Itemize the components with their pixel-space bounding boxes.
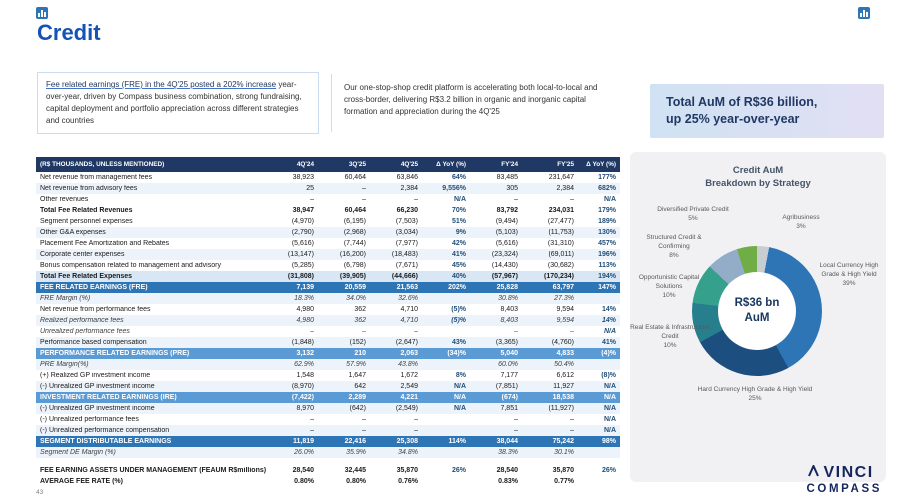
row-value: 196% <box>598 251 616 258</box>
row-label: (-) Unrealized performance fees <box>40 416 139 423</box>
row-label: (-) Unrealized performance compensation <box>40 427 170 434</box>
row-value: (170,234) <box>544 273 574 280</box>
row-value: 6,612 <box>556 372 574 379</box>
table-row <box>36 238 620 249</box>
row-value: 1,647 <box>348 372 366 379</box>
donut-center-unit: AuM <box>744 312 770 324</box>
row-value: (5,103) <box>495 229 518 236</box>
row-value: (4,760) <box>551 339 574 346</box>
row-value: N/A <box>453 394 466 401</box>
row-value: (642) <box>349 405 366 412</box>
chart-title-line2: Breakdown by Strategy <box>705 178 811 190</box>
row-value: 194% <box>598 273 616 280</box>
table-spacer <box>36 458 620 465</box>
row-value: (27,477) <box>547 218 574 225</box>
row-value: – <box>362 427 366 434</box>
row-value: (7,671) <box>395 262 418 269</box>
row-label: (-) Unrealized GP investment income <box>40 405 155 412</box>
row-value: (6,798) <box>343 262 366 269</box>
row-value: 57.9% <box>346 361 366 368</box>
segment-label-structured: Structured Credit & Confirming 8% <box>646 234 702 259</box>
row-value: 114% <box>448 438 466 445</box>
segment-label-real-estate: Real Estate & Infrastructure Credit 10% <box>630 324 710 349</box>
row-label: SEGMENT DISTRIBUTABLE EARNINGS <box>40 438 172 445</box>
row-value: (3,034) <box>395 229 418 236</box>
row-value: 177% <box>598 174 616 181</box>
row-value: (8,970) <box>291 383 314 390</box>
table-header-row <box>36 157 620 172</box>
table-row <box>36 403 620 414</box>
row-value: – <box>570 196 574 203</box>
row-value: 26.0% <box>294 449 314 456</box>
row-value: (30,682) <box>547 262 574 269</box>
row-value: 42% <box>451 240 466 247</box>
row-value: 14% <box>601 317 616 324</box>
table-header-cell: (R$ THOUSANDS, UNLESS MENTIONED) <box>40 161 165 168</box>
row-value: 43.8% <box>398 361 418 368</box>
row-value: – <box>310 328 314 335</box>
row-value: 26% <box>601 467 616 474</box>
row-value: 45% <box>451 262 466 269</box>
row-value: N/A <box>603 328 616 335</box>
table-row <box>36 447 620 458</box>
row-value: 1,672 <box>400 372 418 379</box>
row-label: FRE Margin (%) <box>40 295 91 302</box>
row-label: Bonus compensation related to management and advisory <box>40 262 221 269</box>
table-row <box>36 271 620 282</box>
row-value: 7,139 <box>296 284 314 291</box>
row-value: 9,594 <box>556 317 574 324</box>
table-row <box>36 359 620 370</box>
row-value: 3,132 <box>296 350 314 357</box>
table-row <box>36 414 620 425</box>
row-label: Other G&A expenses <box>40 229 106 236</box>
row-value: 38.3% <box>498 449 518 456</box>
row-value: 32,445 <box>344 467 366 474</box>
row-label: PRE Margin(%) <box>40 361 89 368</box>
row-value: 11,927 <box>553 383 574 390</box>
row-value: – <box>570 427 574 434</box>
row-value: 5,040 <box>500 350 518 357</box>
row-value: 9,556% <box>442 185 466 192</box>
row-value: (5,285) <box>291 262 314 269</box>
row-value: – <box>514 328 518 335</box>
row-value: N/A <box>453 383 466 390</box>
row-label: Unrealized performance fees <box>40 328 130 335</box>
row-value: 66,230 <box>396 207 418 214</box>
aum-callout <box>650 84 884 138</box>
row-label: Placement Fee Amortization and Rebates <box>40 240 170 247</box>
row-value: 9,594 <box>556 306 574 313</box>
row-value: 62.9% <box>294 361 314 368</box>
row-value: – <box>362 196 366 203</box>
table-row <box>36 315 620 326</box>
donut-center-value: R$36 bn <box>734 297 780 310</box>
row-value: – <box>414 328 418 335</box>
row-value: 113% <box>598 262 616 269</box>
row-value: (152) <box>349 339 366 346</box>
chart-title <box>630 152 886 191</box>
row-value: – <box>514 427 518 434</box>
row-value: 8,403 <box>500 306 518 313</box>
segment-label-diversified: Diversified Private Credit 5% <box>657 206 729 222</box>
table-row <box>36 337 620 348</box>
row-value: – <box>570 328 574 335</box>
row-label: AVERAGE FEE RATE (%) <box>40 478 123 485</box>
row-value: – <box>514 196 518 203</box>
row-value: 83,792 <box>496 207 518 214</box>
table-header-cell: 4Q'24 <box>296 161 314 168</box>
row-value: (34)% <box>447 350 466 357</box>
table-row <box>36 282 620 293</box>
chart-icon <box>858 7 870 19</box>
row-value: 41% <box>601 339 616 346</box>
financials-table <box>36 157 620 487</box>
row-value: 4,221 <box>400 394 418 401</box>
row-value: – <box>414 196 418 203</box>
row-value: 27.3% <box>554 295 574 302</box>
row-label: Total Fee Related Expenses <box>40 273 133 280</box>
logo-compass-text: COMPASS <box>806 483 882 495</box>
row-value: 70% <box>451 207 466 214</box>
row-value: N/A <box>453 196 466 203</box>
row-value: – <box>414 416 418 423</box>
table-row <box>36 381 620 392</box>
table-header-cell: FY'24 <box>501 161 518 168</box>
row-value: 642 <box>354 383 366 390</box>
row-value: N/A <box>603 196 616 203</box>
row-label: Segment personnel expenses <box>40 218 133 225</box>
row-value: (2,647) <box>395 339 418 346</box>
row-value: N/A <box>603 394 616 401</box>
row-value: N/A <box>603 416 616 423</box>
table-row <box>36 194 620 205</box>
row-value: 98% <box>601 438 616 445</box>
table-row <box>36 304 620 315</box>
row-value: (18,483) <box>391 251 418 258</box>
row-label: Corporate center expenses <box>40 251 125 258</box>
row-value: (7,422) <box>291 394 314 401</box>
table-row <box>36 227 620 238</box>
row-value: 4,980 <box>296 317 314 324</box>
segment-label-hard-currency: Hard Currency High Grade & High Yield 25% <box>697 386 813 402</box>
row-value: 20,559 <box>344 284 366 291</box>
row-value: – <box>362 185 366 192</box>
table-header-cell: Δ YoY (%) <box>586 161 616 168</box>
row-value: (6,195) <box>343 218 366 225</box>
row-value: 0.76% <box>398 478 418 485</box>
row-value: 26% <box>451 467 466 474</box>
row-value: 8,970 <box>296 405 314 412</box>
row-value: (2,790) <box>291 229 314 236</box>
row-value: 234,031 <box>548 207 574 214</box>
row-value: 43% <box>451 339 466 346</box>
chart-panel <box>630 152 886 482</box>
row-value: 189% <box>598 218 616 225</box>
row-label: FEE EARNING ASSETS UNDER MANAGEMENT (FEAUM R$millions) <box>40 467 266 474</box>
row-value: 40% <box>451 273 466 280</box>
row-value: 179% <box>598 207 616 214</box>
row-value: 41% <box>451 251 466 258</box>
row-value: 60.0% <box>498 361 518 368</box>
row-value: (7,744) <box>343 240 366 247</box>
row-value: 38,947 <box>292 207 314 214</box>
row-value: 28,540 <box>292 467 314 474</box>
table-row <box>36 370 620 381</box>
row-value: 210 <box>354 350 366 357</box>
row-value: 682% <box>598 185 616 192</box>
row-value: 18.3% <box>294 295 314 302</box>
segment-label-local-currency: Local Currency High Grade & High Yield 39% <box>819 262 879 287</box>
table-row <box>36 425 620 436</box>
row-value: 35,870 <box>552 467 574 474</box>
row-value: 34.0% <box>346 295 366 302</box>
table-header-cell: Δ YoY (%) <box>436 161 466 168</box>
vinci-compass-logo <box>807 464 883 495</box>
row-value: 147% <box>598 284 616 291</box>
row-value: 50.4% <box>554 361 574 368</box>
row-value: 2,549 <box>400 383 418 390</box>
row-value: 14% <box>601 306 616 313</box>
segment-label-agribusiness: Agribusiness 3% <box>782 214 820 230</box>
row-value: (7,503) <box>395 218 418 225</box>
row-label: Segment DE Margin (%) <box>40 449 116 456</box>
row-value: (11,927) <box>548 405 574 412</box>
row-value: 22,416 <box>344 438 366 445</box>
logo-vinci-text: VINCI <box>823 464 874 481</box>
row-value: – <box>362 328 366 335</box>
table-row <box>36 216 620 227</box>
table-row <box>36 392 620 403</box>
row-value: (69,011) <box>548 251 574 258</box>
row-value: (5,616) <box>495 240 518 247</box>
row-label: Total Fee Related Revenues <box>40 207 133 214</box>
page-number: 43 <box>36 489 44 496</box>
row-value: 7,851 <box>500 405 518 412</box>
row-label: Other revenues <box>40 196 89 203</box>
segment-label-opportunistic: Opportunistic Capital Solutions 10% <box>638 274 700 299</box>
row-value: 1,548 <box>296 372 314 379</box>
row-value: (13,147) <box>287 251 314 258</box>
row-value: 202% <box>448 284 466 291</box>
row-value: 75,242 <box>552 438 574 445</box>
donut-center-label <box>718 272 796 350</box>
row-value: – <box>310 196 314 203</box>
row-value: 25,828 <box>496 284 518 291</box>
row-value: 8,403 <box>500 317 518 324</box>
row-value: (44,666) <box>391 273 418 280</box>
row-value: (4)% <box>601 350 616 357</box>
row-label: Net revenue from performance fees <box>40 306 151 313</box>
row-value: (674) <box>501 394 518 401</box>
row-value: (2,968) <box>343 229 366 236</box>
row-value: (8)% <box>601 372 616 379</box>
row-value: (31,310) <box>547 240 574 247</box>
row-value: N/A <box>603 405 616 412</box>
row-label: INVESTMENT RELATED EARNINGS (IRE) <box>40 394 177 401</box>
row-value: (11,753) <box>548 229 574 236</box>
table-row <box>36 326 620 337</box>
row-value: (23,324) <box>491 251 518 258</box>
row-value: 28,540 <box>496 467 518 474</box>
row-value: 9% <box>455 229 466 236</box>
row-value: 35,870 <box>396 467 418 474</box>
intro-left-text <box>37 72 319 134</box>
page-title: Credit <box>37 20 101 45</box>
row-value: 32.6% <box>398 295 418 302</box>
row-value: 35.9% <box>346 449 366 456</box>
row-label: Net revenue from management fees <box>40 174 153 181</box>
row-value: 63,797 <box>552 284 574 291</box>
table-row <box>36 436 620 447</box>
row-value: 2,063 <box>400 350 418 357</box>
row-value: 4,833 <box>556 350 574 357</box>
row-value: (4,970) <box>291 218 314 225</box>
row-value: 130% <box>598 229 616 236</box>
row-value: 34.8% <box>398 449 418 456</box>
row-value: (39,905) <box>339 273 366 280</box>
table-row <box>36 249 620 260</box>
row-value: 60,464 <box>344 207 366 214</box>
row-value: 8% <box>455 372 466 379</box>
row-value: (31,808) <box>287 273 314 280</box>
row-value: 38,044 <box>496 438 518 445</box>
table-row <box>36 293 620 304</box>
row-value: 7,177 <box>500 372 518 379</box>
row-value: 231,647 <box>548 174 574 181</box>
intro-left-rest: year-over-year, driven by Compass business combination, strong fundraising, capital deployment and portfolio appreciation across different strategies and countries <box>46 80 302 125</box>
row-value: 457% <box>598 240 616 247</box>
intro-highlight: Fee related earnings (FRE) in the 4Q'25 posted a 202% increase <box>46 80 277 89</box>
vertical-divider <box>331 74 332 132</box>
row-value: (5)% <box>451 317 466 324</box>
row-value: 18,538 <box>552 394 574 401</box>
table-row <box>36 476 620 487</box>
row-value: (16,200) <box>339 251 366 258</box>
row-value: 2,384 <box>556 185 574 192</box>
row-value: 4,710 <box>400 317 418 324</box>
row-label: FEE RELATED EARNINGS (FRE) <box>40 284 148 291</box>
callout-line2: up 25% year-over-year <box>666 112 800 126</box>
row-value: (3,365) <box>495 339 518 346</box>
row-value: 63,846 <box>396 174 418 181</box>
row-value: 60,464 <box>344 174 366 181</box>
table-body <box>36 172 620 487</box>
row-label: Realized performance fees <box>40 317 124 324</box>
row-value: 0.83% <box>498 478 518 485</box>
row-value: 0.80% <box>294 478 314 485</box>
row-label: (+) Realized GP investment income <box>40 372 151 379</box>
row-value: 11,819 <box>292 438 314 445</box>
row-value: (9,494) <box>495 218 518 225</box>
row-label: (-) Unrealized GP investment income <box>40 383 155 390</box>
table-row <box>36 205 620 216</box>
row-value: 4,980 <box>296 306 314 313</box>
table-header-cell: FY'25 <box>557 161 574 168</box>
row-value: (2,549) <box>395 405 418 412</box>
row-value: N/A <box>603 383 616 390</box>
row-value: – <box>514 416 518 423</box>
row-value: 25,308 <box>396 438 418 445</box>
row-value: (57,967) <box>491 273 518 280</box>
intro-section <box>37 72 629 134</box>
row-value: 2,384 <box>400 185 418 192</box>
row-value: 362 <box>354 317 366 324</box>
logo-mark-icon <box>807 464 820 482</box>
row-value: 21,563 <box>396 284 418 291</box>
callout-line1: Total AuM of R$36 billion, <box>666 95 818 110</box>
row-value: – <box>310 427 314 434</box>
table-row <box>36 183 620 194</box>
table-row <box>36 172 620 183</box>
row-label: Performance based compensation <box>40 339 147 346</box>
row-value: 64% <box>451 174 466 181</box>
table-row <box>36 348 620 359</box>
chart-icon <box>36 7 48 19</box>
row-value: 51% <box>451 218 466 225</box>
row-value: 0.77% <box>554 478 574 485</box>
row-value: 25 <box>306 185 314 192</box>
row-value: (1,848) <box>291 339 314 346</box>
row-value: – <box>362 416 366 423</box>
row-value: 362 <box>354 306 366 313</box>
row-value: 2,289 <box>348 394 366 401</box>
row-value: 38,923 <box>292 174 314 181</box>
row-value: 305 <box>506 185 518 192</box>
table-header-cell: 4Q'25 <box>400 161 418 168</box>
row-value: (14,430) <box>491 262 518 269</box>
chart-title-line1: Credit AuM <box>732 165 784 176</box>
row-value: – <box>570 416 574 423</box>
row-value: (7,851) <box>495 383 518 390</box>
intro-right-text: Our one-stop-shop credit platform is accelerating both local-to-local and cross-border, delivering R$3.2 billion in organic and inorganic capital formation and appreciation during the 4Q'25 <box>344 83 598 116</box>
table-row <box>36 260 620 271</box>
row-value: 30.1% <box>554 449 574 456</box>
row-value: 30.8% <box>498 295 518 302</box>
row-value: – <box>310 416 314 423</box>
row-value: 4,710 <box>400 306 418 313</box>
row-value: N/A <box>453 405 466 412</box>
table-header-cell: 3Q'25 <box>348 161 366 168</box>
table-row <box>36 465 620 476</box>
row-value: N/A <box>603 427 616 434</box>
row-value: 0.80% <box>346 478 366 485</box>
row-value: 83,485 <box>496 174 518 181</box>
row-value: (5)% <box>451 306 466 313</box>
row-value: – <box>414 427 418 434</box>
row-value: (7,977) <box>395 240 418 247</box>
row-value: (5,616) <box>291 240 314 247</box>
row-label: Net revenue from advisory fees <box>40 185 138 192</box>
row-label: PERFORMANCE RELATED EARNINGS (PRE) <box>40 350 190 357</box>
